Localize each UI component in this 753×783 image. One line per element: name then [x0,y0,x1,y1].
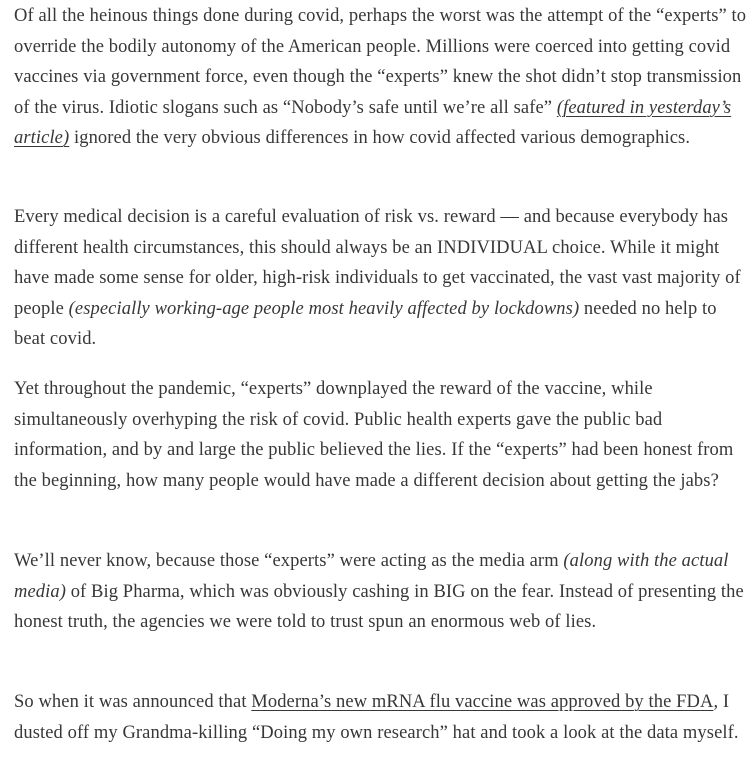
yesterdays-article-link-text: featured in yesterday’s article [14,97,732,148]
paragraph-1 [14,1,747,154]
paragraph-2-text-b: needed no help to beat covid. [14,298,717,349]
moderna-fda-approval-link[interactable]: Moderna’s new mRNA flu vaccine was approved by the FDA [251,692,714,712]
paragraph-4 [14,546,747,638]
paragraph-2-text-a: Every medical decision is a careful evaluation of risk vs. reward — and because everybody has different health circumstances, this should always be an INDIVIDUAL choice. While it might have made some sense for older, high-risk individuals to get vaccinated, the vast vast majority of people [14,207,741,319]
paragraph-5-text-a: So when it was announced that [14,692,252,712]
paragraph-4-text-b: of Big Pharma, which was obviously cashing in BIG on the fear. Instead of presenting the honest truth, the agencies we were told to trust spun an enormous web of lies. [14,581,744,632]
paragraph-4-aside: (along with the actual media) [14,551,729,602]
paragraph-3 [14,374,747,496]
paragraph-5-text-b: , I dusted off my Grandma-killing “Doing my own research” hat and took a look at the data myself. [14,692,739,743]
link-open-paren: ( [556,97,564,118]
link-close-paren: ) [63,128,70,148]
paragraph-2 [14,202,747,355]
paragraph-5 [14,687,747,748]
paragraph-2-aside: (especially working-age people most heavily affected by lockdowns) [68,298,580,319]
paragraph-1-text-b: ignored the very obvious differences in how covid affected various demographics. [69,128,691,148]
paragraph-1-text-a: Of all the heinous things done during covid, perhaps the worst was the attempt of the “experts” to override the bodily autonomy of the American people. Millions were coerced into getting covid vaccines via government force, even though the “experts” knew the shot didn’t stop transmission of the virus. Idiotic slogans such as “Nobody’s safe until we’re all safe” [14,6,747,118]
paragraph-3-text: Yet throughout the pandemic, “experts” downplayed the reward of the vaccine, while simultaneously overhyping the risk of covid. Public health experts gave the public bad information, and by and large the public believed the lies. If the “experts” had been honest from the beginning, how many people would have made a different decision about getting the jabs? [14,379,734,491]
paragraph-4-text-a: We’ll never know, because those “experts” were acting as the media arm [14,551,564,571]
